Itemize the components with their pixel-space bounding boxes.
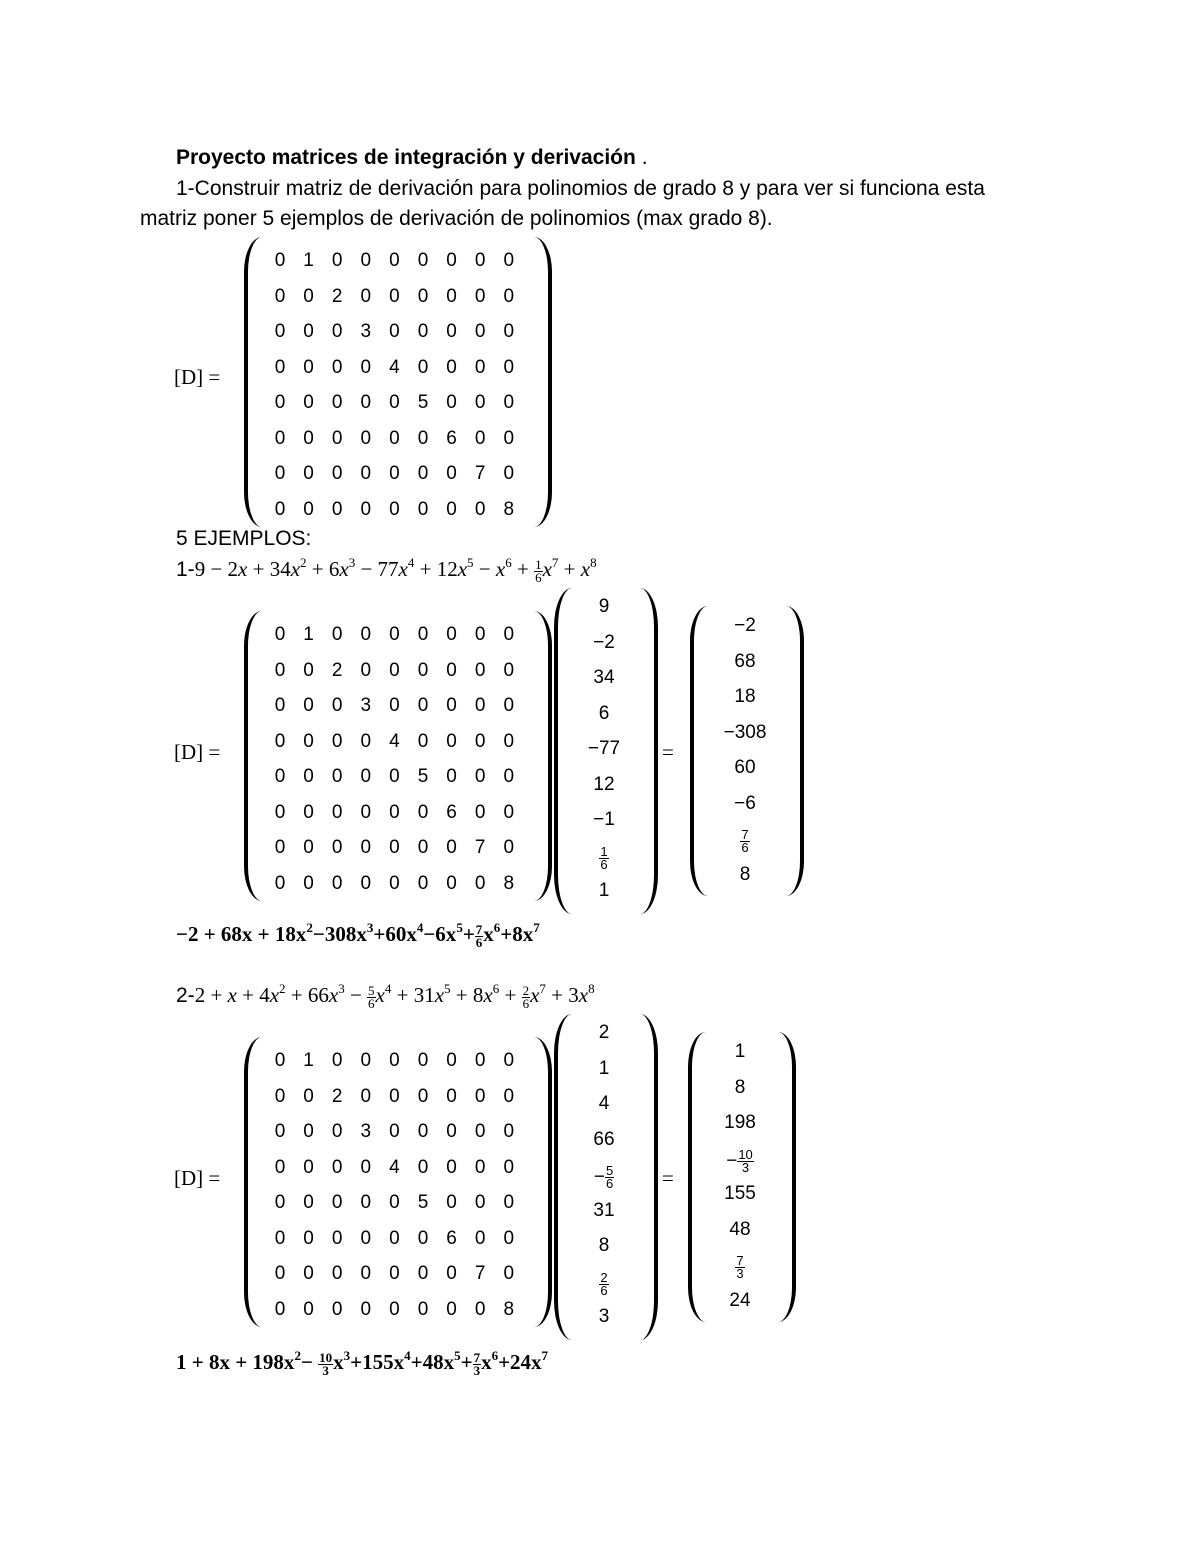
matrix-cell: 0 <box>474 321 486 342</box>
matrix-cell: 0 <box>331 321 343 342</box>
matrix-cell: 0 <box>360 285 372 307</box>
matrix-cell: 2 <box>331 1085 343 1107</box>
matrix-cell: 0 <box>274 1263 286 1284</box>
matrix-cell: 0 <box>417 872 429 894</box>
matrix-cell: 0 <box>446 837 457 858</box>
matrix-cell: 3 <box>360 1121 372 1142</box>
fraction: $\frac{5}{6}$ <box>605 1163 614 1191</box>
fraction: $\frac{10}{3}$ <box>738 1146 753 1175</box>
matrix-cell: 0 <box>274 427 286 449</box>
matrix-cell: 0 <box>417 356 429 378</box>
matrix-cell: 0 <box>389 321 400 342</box>
matrix-cell: 0 <box>389 1050 400 1071</box>
matrix-cell: 0 <box>303 1298 314 1320</box>
matrix-cell: 0 <box>331 837 343 858</box>
matrix-cell: 0 <box>417 285 429 307</box>
matrix-cell: 0 <box>360 837 372 858</box>
matrix-cell: 0 <box>274 250 286 271</box>
matrix-cell: 0 <box>360 730 372 752</box>
vector-entry: 34 <box>593 667 615 688</box>
matrix-cell: 0 <box>503 801 515 823</box>
matrix-cell: 0 <box>503 1050 515 1071</box>
matrix-cell: 0 <box>417 1263 429 1284</box>
matrix-cell: 0 <box>303 321 314 342</box>
matrix-cell: 7 <box>474 837 486 858</box>
matrix-cell: 0 <box>503 463 515 484</box>
matrix-cell: 0 <box>331 356 343 378</box>
matrix-cell: 0 <box>417 1085 429 1107</box>
matrix-cell: 0 <box>331 392 343 413</box>
matrix-cell: 0 <box>417 801 429 823</box>
matrix-cell: 0 <box>360 1263 372 1284</box>
matrix-cell: 0 <box>389 250 400 271</box>
matrix-cell: 0 <box>474 730 486 752</box>
matrix-cell: 0 <box>274 498 286 520</box>
matrix-cell: 0 <box>474 872 486 894</box>
vector-entry: 1 <box>734 1041 746 1062</box>
matrix-cell: 0 <box>503 250 515 271</box>
matrix-cell: 4 <box>389 730 400 752</box>
matrix-cell: 0 <box>417 498 429 520</box>
intro-line-2: matriz poner 5 ejemplos de derivación de polinomios (max grado 8). <box>140 207 773 230</box>
matrix-cell: 4 <box>389 356 400 378</box>
vector-entry: 8 <box>598 1235 610 1256</box>
vector-entry: 4 <box>598 1093 610 1114</box>
matrix-cell: 0 <box>331 695 343 716</box>
matrix-cell: 0 <box>389 1085 400 1107</box>
matrix-cell: 0 <box>331 1263 343 1284</box>
matrix-cell: 0 <box>446 463 457 484</box>
vector-entry: − $\frac{5}{6}$ <box>593 1163 614 1191</box>
matrix-cell: 0 <box>360 498 372 520</box>
matrix-cell: 0 <box>417 1156 429 1178</box>
right-parenthesis <box>522 611 552 901</box>
matrix-cell: 0 <box>274 801 286 823</box>
matrix-cell: 0 <box>503 837 515 858</box>
matrix-cell: 0 <box>503 659 515 681</box>
matrix-cell: 0 <box>331 766 343 787</box>
examples-heading: 5 EJEMPLOS: <box>176 527 312 550</box>
matrix-cell: 0 <box>360 250 372 271</box>
matrix-cell: 0 <box>446 1085 457 1107</box>
vector-entry: −2 <box>593 631 615 653</box>
matrix-cell: 0 <box>389 801 400 823</box>
vector-entry: 48 <box>729 1218 751 1240</box>
matrix-cell: 0 <box>389 766 400 787</box>
matrix-cell: 2 <box>331 285 343 307</box>
matrix-cell: 0 <box>446 872 457 894</box>
matrix-cell: 0 <box>303 392 314 413</box>
matrix-cell: 0 <box>360 1156 372 1178</box>
matrix-cell: 0 <box>474 766 486 787</box>
d-label: [D] = <box>174 365 221 389</box>
matrix-cell: 0 <box>417 1298 429 1320</box>
matrix-cell: 0 <box>474 801 486 823</box>
matrix-cell: 0 <box>446 1156 457 1178</box>
matrix-cell: 0 <box>474 250 486 271</box>
matrix-cell: 0 <box>389 1263 400 1284</box>
matrix-cell: 0 <box>417 659 429 681</box>
matrix-cell: 0 <box>446 766 457 787</box>
matrix-cell: 0 <box>417 321 429 342</box>
vector-entry: − $\frac{10}{3}$ <box>726 1146 753 1175</box>
example1-result: $-2 + 68x + 18x^2-308x^3+60x^4-6x^5+$ $\frac{7}{6}$ $x^6+8x^7$ <box>176 920 540 950</box>
matrix-cell: 0 <box>503 1085 515 1107</box>
vector-entry: 24 <box>729 1289 751 1311</box>
matrix-cell: 0 <box>474 356 486 378</box>
vector-entry: 8 <box>734 1076 746 1098</box>
vector-entry: −2 <box>734 615 756 636</box>
example2-result: $1 + 8x + 198x^2-$ $\frac{10}{3}$ $x^3+155x^4+48x^5+$ $\frac{7}{3}$ $x^6+24x^7$ <box>176 1348 549 1378</box>
d-label: [D] = <box>174 740 221 764</box>
example1-polynomial: $1-9 - 2x + 34x^2 + 6x^3 - 77x^4 + 12x^5 - x^6$ + $\frac{1}{6}$ $x^7 + x^8$ <box>176 555 597 585</box>
matrix-cell: 0 <box>474 1227 486 1249</box>
matrix-cell: 0 <box>446 1298 457 1320</box>
matrix-cell: 1 <box>303 624 314 645</box>
matrix-cell: 0 <box>417 624 429 645</box>
matrix-cell: 0 <box>446 250 457 271</box>
matrix-cell: 5 <box>417 392 429 413</box>
matrix-cell: 3 <box>360 695 372 716</box>
matrix-cell: 0 <box>331 624 343 645</box>
matrix-cell: 0 <box>331 1050 343 1071</box>
matrix-cell: 0 <box>389 285 400 307</box>
matrix-cell: 0 <box>389 463 400 484</box>
matrix-cell: 0 <box>274 1156 286 1178</box>
matrix-cell: 0 <box>360 1192 372 1213</box>
matrix-cell: 0 <box>474 427 486 449</box>
matrix-cell: 0 <box>331 1227 343 1249</box>
matrix-cell: 0 <box>331 498 343 520</box>
page-title: Proyecto matrices de integración y derivación . <box>176 146 648 169</box>
vector-entry: 60 <box>734 757 756 778</box>
matrix-cell: 0 <box>503 1263 515 1284</box>
matrix-cell: 0 <box>274 1227 286 1249</box>
matrix-cell: 0 <box>503 1192 515 1213</box>
matrix-cell: 0 <box>274 730 286 752</box>
matrix-cell: 0 <box>474 1085 486 1107</box>
matrix-cell: 0 <box>474 285 486 307</box>
matrix-cell: 0 <box>503 1121 515 1142</box>
matrix-cell: 7 <box>474 463 486 484</box>
matrix-cell: 0 <box>446 321 457 342</box>
matrix-cell: 0 <box>417 427 429 449</box>
fraction: $\frac{7}{6}$ <box>741 827 749 855</box>
matrix-cell: 0 <box>274 1050 286 1071</box>
vector-entry: 12 <box>593 773 615 795</box>
matrix-cell: 0 <box>303 1227 314 1249</box>
matrix-cell: 0 <box>360 624 372 645</box>
matrix-cell: 7 <box>474 1263 486 1284</box>
vector-entry: 9 <box>598 596 610 617</box>
matrix-cell: 0 <box>303 766 314 787</box>
matrix-cell: 0 <box>360 659 372 681</box>
matrix-cell: 0 <box>331 1192 343 1213</box>
matrix-cell: 0 <box>446 285 457 307</box>
matrix-cell: 0 <box>389 392 400 413</box>
matrix-cell: 0 <box>360 766 372 787</box>
matrix-cell: 6 <box>446 427 457 449</box>
vector-entry: −6 <box>734 792 756 814</box>
matrix-cell: 0 <box>503 285 515 307</box>
matrix-cell: 0 <box>303 730 314 752</box>
matrix-cell: 0 <box>360 392 372 413</box>
matrix-cell: 0 <box>274 766 286 787</box>
matrix-cell: 0 <box>360 1227 372 1249</box>
matrix-cell: 4 <box>389 1156 400 1178</box>
matrix-cell: 0 <box>474 498 486 520</box>
fraction: $\frac{1}{6}$ <box>600 843 608 872</box>
matrix-cell: 1 <box>303 1050 314 1071</box>
matrix-cell: 0 <box>303 1085 314 1107</box>
matrix-cell: 0 <box>503 1227 515 1249</box>
matrix-cell: 0 <box>389 837 400 858</box>
matrix-cell: 0 <box>417 1050 429 1071</box>
matrix-cell: 0 <box>474 1192 486 1213</box>
matrix-cell: 0 <box>446 1263 457 1284</box>
matrix-cell: 0 <box>331 1298 343 1320</box>
matrix-cell: 0 <box>446 659 457 681</box>
matrix-cell: 0 <box>389 1121 400 1142</box>
fraction: $\frac{7}{3}$ <box>736 1253 744 1281</box>
matrix-cell: 0 <box>389 1192 400 1213</box>
matrix-cell: 0 <box>274 356 286 378</box>
matrix-cell: 0 <box>417 463 429 484</box>
matrix-cell: 0 <box>274 872 286 894</box>
matrix-cell: 0 <box>331 427 343 449</box>
matrix-cell: 0 <box>303 837 314 858</box>
matrix-cell: 0 <box>274 837 286 858</box>
matrix-cell: 5 <box>417 1192 429 1213</box>
vector-entry <box>700 1255 780 1280</box>
matrix-cell: 0 <box>503 730 515 752</box>
fraction: $\frac{2}{6}$ <box>600 1269 608 1298</box>
matrix-cell: 0 <box>360 1298 372 1320</box>
matrix-cell: 0 <box>474 695 486 716</box>
matrix-cell: 0 <box>389 427 400 449</box>
vector-entry: 8 <box>739 863 751 885</box>
vector-entry: 2 <box>598 1022 610 1043</box>
matrix-cell: 0 <box>274 624 286 645</box>
matrix-cell: 0 <box>303 427 314 449</box>
matrix-cell: 6 <box>446 801 457 823</box>
matrix-cell: 0 <box>331 1121 343 1142</box>
matrix-cell: 0 <box>389 1227 400 1249</box>
matrix-cell: 0 <box>417 1227 429 1249</box>
matrix-cell: 0 <box>503 1156 515 1178</box>
equals-sign: = <box>662 740 674 764</box>
vector-entry: 6 <box>598 702 610 724</box>
matrix-cell: 0 <box>417 695 429 716</box>
matrix-cell: 0 <box>417 730 429 752</box>
matrix-cell: 0 <box>303 1192 314 1213</box>
matrix-cell: 0 <box>303 1121 314 1142</box>
matrix-cell: 0 <box>446 1121 457 1142</box>
matrix-cell: 0 <box>474 392 486 413</box>
matrix-cell: 0 <box>474 659 486 681</box>
matrix-cell: 0 <box>274 1192 286 1213</box>
vector-entry: 198 <box>724 1112 756 1133</box>
matrix-cell: 0 <box>303 356 314 378</box>
matrix-cell: 0 <box>474 1121 486 1142</box>
matrix-cell: 0 <box>303 801 314 823</box>
d-label: [D] = <box>174 1166 221 1190</box>
matrix-cell: 0 <box>303 695 314 716</box>
matrix-cell: 0 <box>503 392 515 413</box>
matrix-cell: 0 <box>446 695 457 716</box>
matrix-cell: 0 <box>417 1121 429 1142</box>
matrix-cell: 0 <box>389 498 400 520</box>
vector-entry <box>564 1269 644 1298</box>
matrix-cell: 0 <box>303 872 314 894</box>
matrix-cell: 0 <box>474 624 486 645</box>
matrix-cell: 0 <box>331 250 343 271</box>
matrix-cell: 2 <box>331 659 343 681</box>
matrix-cell: 0 <box>446 624 457 645</box>
matrix-cell: 8 <box>503 498 515 520</box>
matrix-cell: 0 <box>274 695 286 716</box>
matrix-cell: 1 <box>303 250 314 271</box>
matrix-cell: 0 <box>360 872 372 894</box>
matrix-cell: 0 <box>274 1085 286 1107</box>
vector-entry: 31 <box>593 1199 615 1221</box>
vector-entry: 66 <box>593 1128 615 1150</box>
matrix-cell: 0 <box>303 285 314 307</box>
matrix-cell: 0 <box>474 1050 486 1071</box>
matrix-cell: 0 <box>274 1121 286 1142</box>
matrix-cell: 0 <box>446 1050 457 1071</box>
matrix-cell: 0 <box>503 356 515 378</box>
matrix-cell: 3 <box>360 321 372 342</box>
matrix-cell: 0 <box>389 1298 400 1320</box>
vector-entry: 1 <box>598 1057 610 1079</box>
matrix-cell: 0 <box>474 1298 486 1320</box>
matrix-cell: 0 <box>503 321 515 342</box>
vector-entry <box>705 829 785 854</box>
matrix-cell: 0 <box>303 463 314 484</box>
matrix-cell: 0 <box>360 801 372 823</box>
matrix-cell: 0 <box>389 872 400 894</box>
vector-entry: 3 <box>598 1306 610 1327</box>
matrix-cell: 0 <box>446 498 457 520</box>
matrix-cell: 0 <box>331 872 343 894</box>
matrix-cell: 0 <box>503 695 515 716</box>
matrix-cell: 0 <box>303 1263 314 1284</box>
matrix-cell: 0 <box>503 624 515 645</box>
matrix-cell: 0 <box>274 321 286 342</box>
matrix-cell: 0 <box>389 695 400 716</box>
matrix-cell: 0 <box>360 427 372 449</box>
matrix-cell: 0 <box>446 356 457 378</box>
vector-entry: 68 <box>734 650 756 672</box>
matrix-cell: 0 <box>274 1298 286 1320</box>
matrix-cell: 0 <box>503 427 515 449</box>
matrix-cell: 0 <box>417 250 429 271</box>
intro-line-1: 1-Construir matriz de derivación para polinomios de grado 8 y para ver si funciona esta <box>176 177 985 200</box>
equals-sign: = <box>662 1166 674 1190</box>
vector-entry: −308 <box>723 721 767 743</box>
matrix-cell: 0 <box>446 1192 457 1213</box>
matrix-cell: 0 <box>417 837 429 858</box>
matrix-cell: 0 <box>274 285 286 307</box>
matrix-cell: 0 <box>360 1050 372 1071</box>
matrix-cell: 8 <box>503 1298 515 1320</box>
matrix-cell: 0 <box>360 1085 372 1107</box>
matrix-cell: 0 <box>446 392 457 413</box>
matrix-cell: 0 <box>274 463 286 484</box>
matrix-cell: 0 <box>331 730 343 752</box>
vector-entry: 18 <box>734 686 756 707</box>
matrix-cell: 0 <box>360 463 372 484</box>
vector-entry: 1 <box>598 880 610 901</box>
matrix-cell: 0 <box>303 1156 314 1178</box>
matrix-cell: 0 <box>303 498 314 520</box>
matrix-cell: 6 <box>446 1227 457 1249</box>
matrix-cell: 0 <box>360 356 372 378</box>
right-parenthesis <box>522 237 552 527</box>
matrix-cell: 0 <box>274 659 286 681</box>
matrix-cell: 0 <box>331 1156 343 1178</box>
vector-entry: −77 <box>587 738 621 759</box>
right-parenthesis <box>522 1037 552 1327</box>
vector-entry: 155 <box>724 1183 756 1204</box>
vector-entry <box>564 843 644 872</box>
matrix-cell: 0 <box>331 463 343 484</box>
matrix-cell: 0 <box>303 659 314 681</box>
vector-entry: −1 <box>593 809 615 830</box>
matrix-cell: 0 <box>331 801 343 823</box>
matrix-cell: 0 <box>474 1156 486 1178</box>
matrix-cell: 0 <box>389 659 400 681</box>
example2-polynomial: $2-2 + x + 4x^2 + 66x^3$ − $\frac{5}{6}$ $x^4 + 31x^5 + 8x^6$ + $\frac{2}{6}$ $x^7 + 3x^8$ <box>176 981 595 1011</box>
matrix-cell: 5 <box>417 766 429 787</box>
matrix-cell: 0 <box>446 730 457 752</box>
matrix-cell: 0 <box>503 766 515 787</box>
matrix-cell: 0 <box>389 624 400 645</box>
matrix-cell: 8 <box>503 872 515 894</box>
matrix-cell: 0 <box>274 392 286 413</box>
